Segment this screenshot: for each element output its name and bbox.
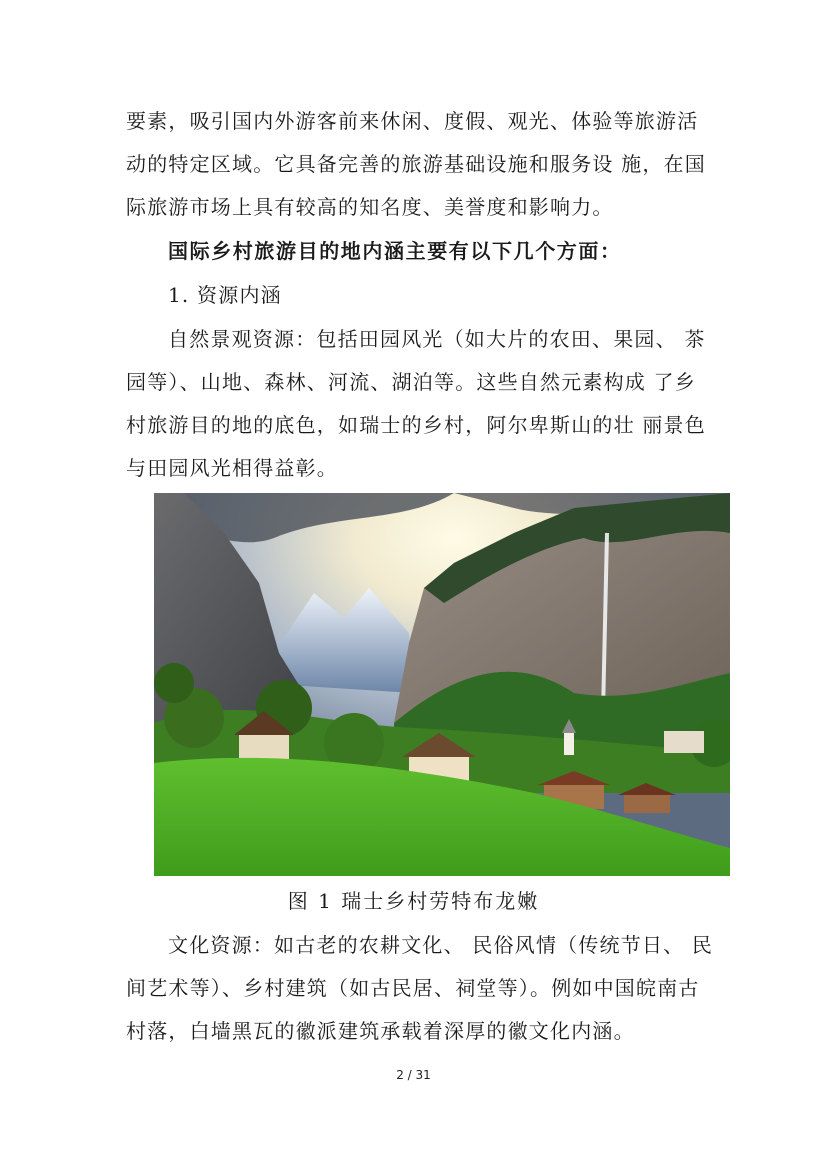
figure-caption: 图 1 瑞士乡村劳特布龙嫩 [287,889,540,913]
paragraph3-line-2: 间艺术等）、乡村建筑（如古民居、祠堂等）。例如中国皖南古 [126,976,700,1000]
section-heading: 国际乡村旅游目的地内涵主要有以下几个方面： [168,239,622,263]
paragraph3-line-1: 文化资源：如古老的农耕文化、 民俗风情（传统节日、 民 [168,933,714,957]
paragraph3-line-3: 村落，白墙黑瓦的徽派建筑承载着深厚的徽文化内涵。 [126,1019,635,1043]
paragraph1-line-3: 际旅游市场上具有较高的知名度、美誉度和影响力。 [126,195,614,219]
paragraph1-line-1: 要素，吸引国内外游客前来休闲、度假、观光、体验等旅游活 [126,109,699,133]
paragraph2-line-2: 园等）、山地、森林、河流、湖泊等。这些自然元素构成 了乡 [126,370,696,394]
paragraph2-line-3: 村旅游目的地的底色，如瑞士的乡村，阿尔卑斯山的壮 丽景色 [126,413,706,437]
paragraph2-line-4: 与田园风光相得益彰。 [126,456,338,480]
section-title: 1. 资源内涵 [168,283,282,307]
lauterbrunnen-photo [154,493,730,876]
page-number: 2 / 31 [396,1068,431,1082]
paragraph1-line-2: 动的特定区域。它具备完善的旅游基础设施和服务设 施，在国 [126,152,706,176]
paragraph2-line-1: 自然景观资源：包括田园风光（如大片的农田、果园、 茶 [168,327,706,351]
